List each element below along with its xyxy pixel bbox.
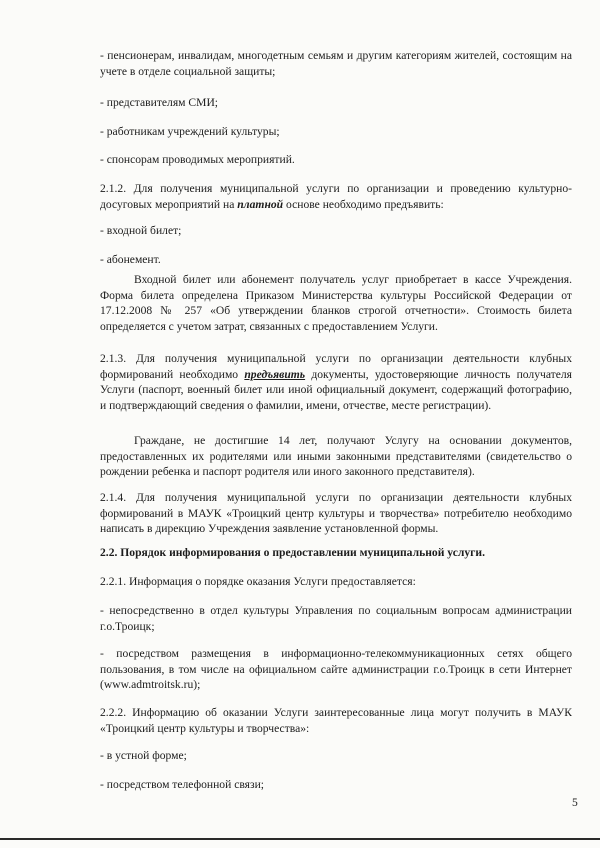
emphasis-present: предъявить xyxy=(244,367,306,381)
paragraph-2-1-2-text-a: 2.1.2. Для получения муниципальной услуги по организации и проведению культурно-досуговых мероприятий на xyxy=(100,182,572,211)
list-item-oral: - в устной форме; xyxy=(100,749,187,762)
paragraph-2-2-1: 2.2.1. Информация о порядке оказания Услуги предоставляется: xyxy=(100,575,416,588)
paragraph-2-1-4: 2.1.4. Для получения муниципальной услуги по организации деятельности клубных формирований в МАУК «Троицкий центр культуры и творчества» потребителю необходимо написать в дирекцию Учреждения заявление установленной формы. xyxy=(100,491,572,535)
paragraph-minors: Граждане, не достигшие 14 лет, получают Услугу на основании документов, предоставленных их родителями или иными законными представителями (свидетельство о рождении ребенка и паспорт родителя или иного законного представителя). xyxy=(100,434,572,478)
list-item-sponsors: - спонсорам проводимых мероприятий. xyxy=(100,153,295,166)
scan-edge-line xyxy=(0,838,600,840)
list-item-pensioners: - пенсионерам, инвалидам, многодетным семьям и другим категориям жителей, состоящим на учете в отделе социальной защиты; xyxy=(100,49,572,78)
section-heading-2-2: 2.2. Порядок информирования о предоставлении муниципальной услуги. xyxy=(100,546,486,559)
paragraph-2-1-3-text-b: документы, удостоверяющие личность получателя Услуги (паспорт, военный билет или иной официальный документ, содержащий фотографию, и подтверждающий сведения о фамилии, имени, отчестве, месте регистрации). xyxy=(100,367,573,412)
page-number: 5 xyxy=(572,796,578,809)
paragraph-2-2-2: 2.2.2. Информацию об оказании Услуги заинтересованные лица могут получить в МАУК «Троицкий центр культуры и творчества»: xyxy=(100,706,572,735)
list-item-media: - представителям СМИ; xyxy=(100,96,219,109)
paragraph-ticket-info: Входной билет или абонемент получатель услуг приобретает в кассе Учреждения. Форма билета определена Приказом Министерства культуры Российской Федерации от 17.12.2008 № 257 «Об утверждении бланков строгой отчетности». Стоимость билета определяется с учетом затрат, связанных с предоставлением Услуги. xyxy=(100,273,572,333)
list-item-culture-workers: - работникам учреждений культуры; xyxy=(100,125,280,138)
list-item-culture-department: - непосредственно в отдел культуры Управления по социальным вопросам администрации г.о.Троицк; xyxy=(100,604,572,633)
emphasis-paid: платной xyxy=(237,197,284,211)
paragraph-2-1-3 xyxy=(100,351,572,413)
paragraph-2-1-2 xyxy=(100,181,572,212)
list-item-ticket: - входной билет; xyxy=(100,224,182,237)
paragraph-2-1-3-text-a: 2.1.3. Для получения муниципальной услуги по организации деятельности клубных формирований необходимо xyxy=(100,352,572,381)
list-item-website: - посредством размещения в информационно-телекоммуникационных сетях общего пользования, в том числе на официальном сайте администрации г.о.Троицк в сети Интернет (www.admtroitsk.ru); xyxy=(100,647,572,691)
list-item-subscription: - абонемент. xyxy=(100,253,161,266)
list-item-phone: - посредством телефонной связи; xyxy=(100,778,265,791)
paragraph-2-1-2-text-b: основе необходимо предъявить: xyxy=(283,197,444,211)
